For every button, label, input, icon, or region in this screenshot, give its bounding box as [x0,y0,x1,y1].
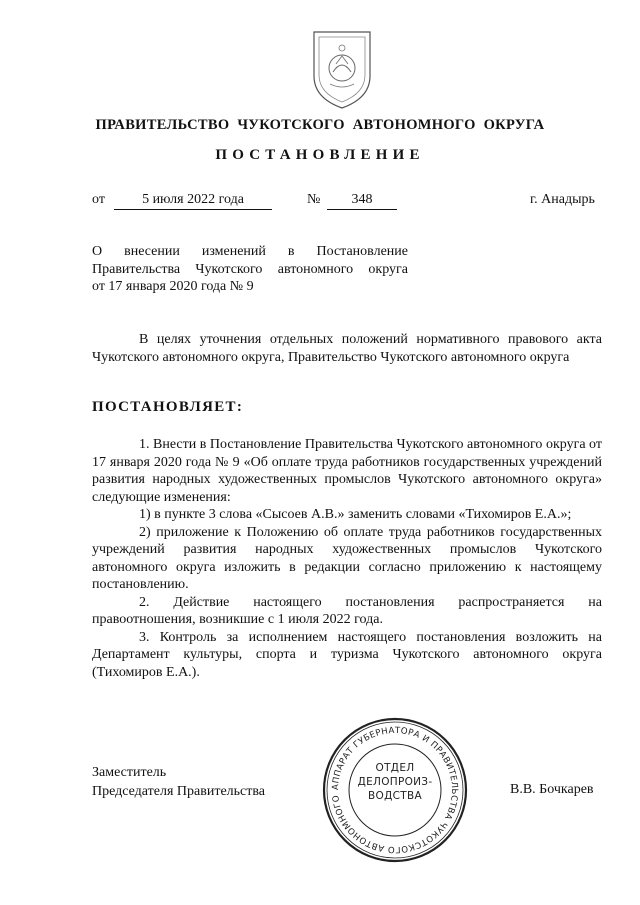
signatory-name: В.В. Бочкарев [510,782,594,797]
item-1: 1. Внести в Постановление Правительства Чукотского автономного округа от 17 января 2020 года № 9 «Об оплате труда работников государственных учреждений развития народных художественных промыслов Чукотского автономного округа» следующие изменения: [92,437,602,505]
document-number: 348 [327,191,397,210]
official-stamp [320,715,470,865]
document-subject [92,243,408,296]
resolution-items [92,436,602,681]
document-date: 5 июля 2022 года [114,191,272,210]
number-prefix: № [307,192,321,207]
date-field [114,191,272,210]
coat-of-arms-icon [306,28,378,110]
number-field [327,191,397,210]
document-type: ПОСТАНОВЛЕНИЕ [215,147,425,163]
signatory-position: Заместитель Председателя Правительства [92,765,266,799]
place: г. Анадырь [530,192,595,207]
stamp-inner-text: ОТДЕЛ ДЕЛОПРОИЗ- ВОДСТВА [357,762,433,802]
item-1-1: 1) в пункте 3 слова «Сысоев А.В.» заменить словами «Тихомиров Е.А.»; [139,507,572,522]
item-1-2: 2) приложение к Положению об оплате труда работников государственных учреждений развития народных художественных промыслов Чукотского автономного округа изложить в редакции согласно приложению к настоящему постановлению. [92,524,602,592]
subject-line: от 17 января 2020 года № 9 [92,279,254,294]
preamble: В целях уточнения отдельных положений нормативного правового акта Чукотского автономного округа, Правительство Чукотского автономного округа [92,332,602,365]
resolves-heading: ПОСТАНОВЛЯЕТ: [92,399,244,415]
subject-line: О внесении изменений в Постановление [92,244,408,259]
subject-line: Правительства Чукотского автономного округа [92,261,408,277]
item-3: 3. Контроль за исполнением настоящего постановления возложить на Департамент культуры, спорта и туризма Чукотского автономного округа (Тихомиров Е.А.). [92,629,602,680]
stamp-ring-text: АППАРАТ ГУБЕРНАТОРА И ПРАВИТЕЛЬСТВА ЧУКОТСКОГО АВТОНОМНОГО [330,725,460,855]
date-prefix: от [92,192,105,207]
item-2: 2. Действие настоящего постановления распространяется на правоотношения, возникшие с 1 июля 2022 года. [92,594,602,627]
government-title: ПРАВИТЕЛЬСТВО ЧУКОТСКОГО АВТОНОМНОГО ОКРУГА [95,117,545,133]
